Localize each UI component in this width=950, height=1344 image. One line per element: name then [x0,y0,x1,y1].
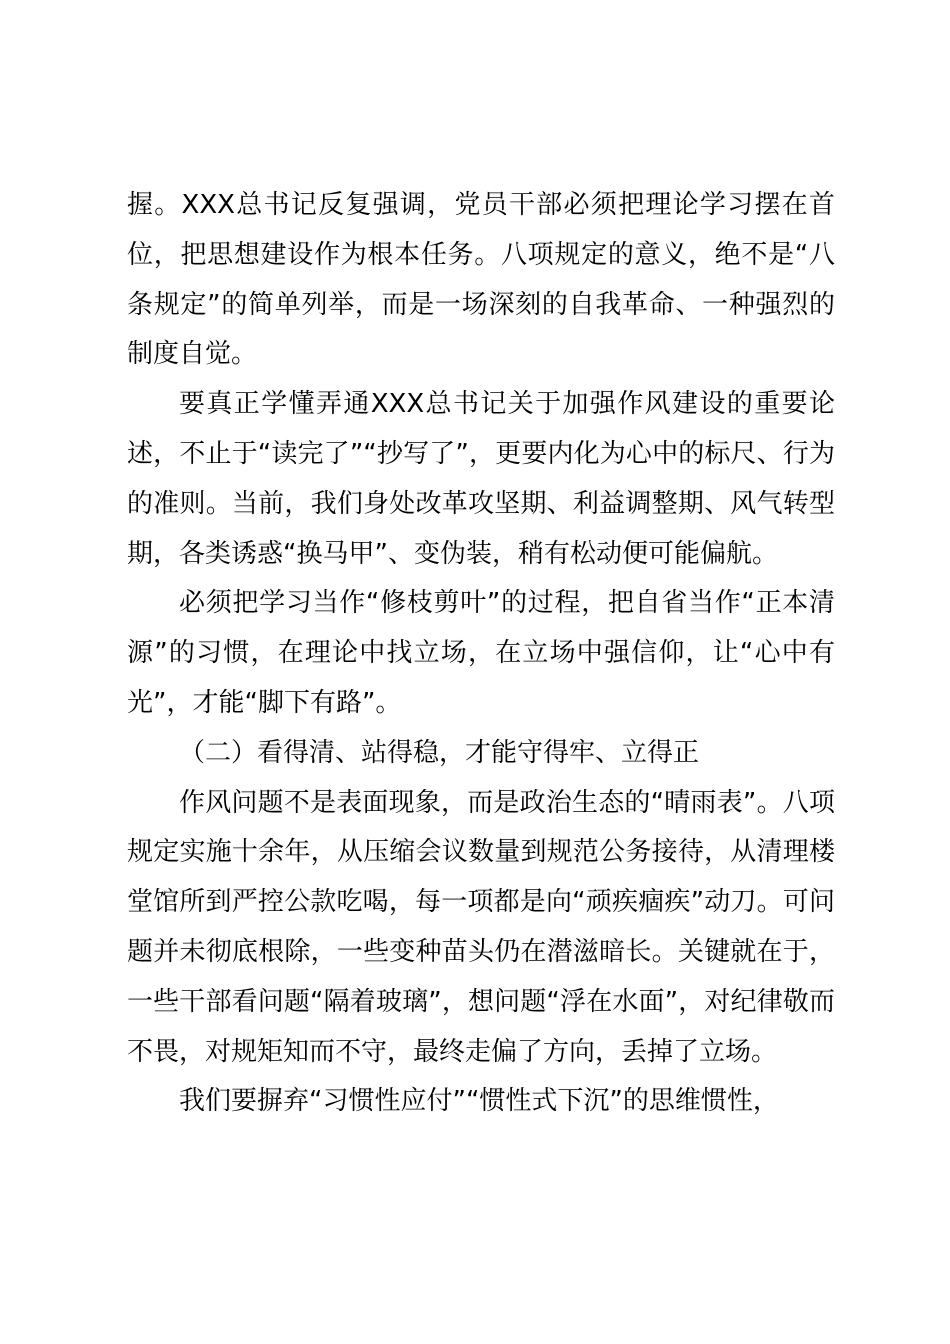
paragraph-4: 作风问题不是表面现象，而是政治生态的“晴雨表”。八项规定实施十余年，从压缩会议数量到规范公务接待，从清理楼堂馆所到严控公款吃喝，每一项都是向“顽疾痼疾”动刀。可问题并未彻底根除，一些变种苗头仍在潜滋暗长。关键就在于，一些干部看问题“隔着玻璃”，想问题“浮在水面”，对纪律敬而不畏，对规矩知而不守，最终走偏了方向，丢掉了立场。 [127,787,835,1067]
document-body [127,181,835,1127]
section-heading: （二）看得清、站得稳，才能守得牢、立得正 [179,737,700,768]
paragraph-1: 握。XXX总书记反复强调，党员干部必须把理论学习摆在首位，把思想建设作为根本任务。八项规定的意义，绝不是“八条规定”的简单列举，而是一场深刻的自我革命、一种强烈的制度自觉。 [127,190,835,370]
paragraph-3: 必须把学习当作“修枝剪叶”的过程，把自省当作“正本清源”的习惯，在理论中找立场，在立场中强信仰，让“心中有光”，才能“脚下有路”。 [127,588,835,718]
paragraph-2: 要真正学懂弄通XXX总书记关于加强作风建设的重要论述，不止于“读完了”“抄写了”，更要内化为心中的标尺、行为的准则。当前，我们身处改革攻坚期、利益调整期、风气转型期，各类诱惑“换马甲”、变伪装，稍有松动便可能偏航。 [127,389,835,569]
paragraph-5: 我们要摒弃“习惯性应付”“惯性式下沉”的思维惯性， [179,1086,779,1117]
